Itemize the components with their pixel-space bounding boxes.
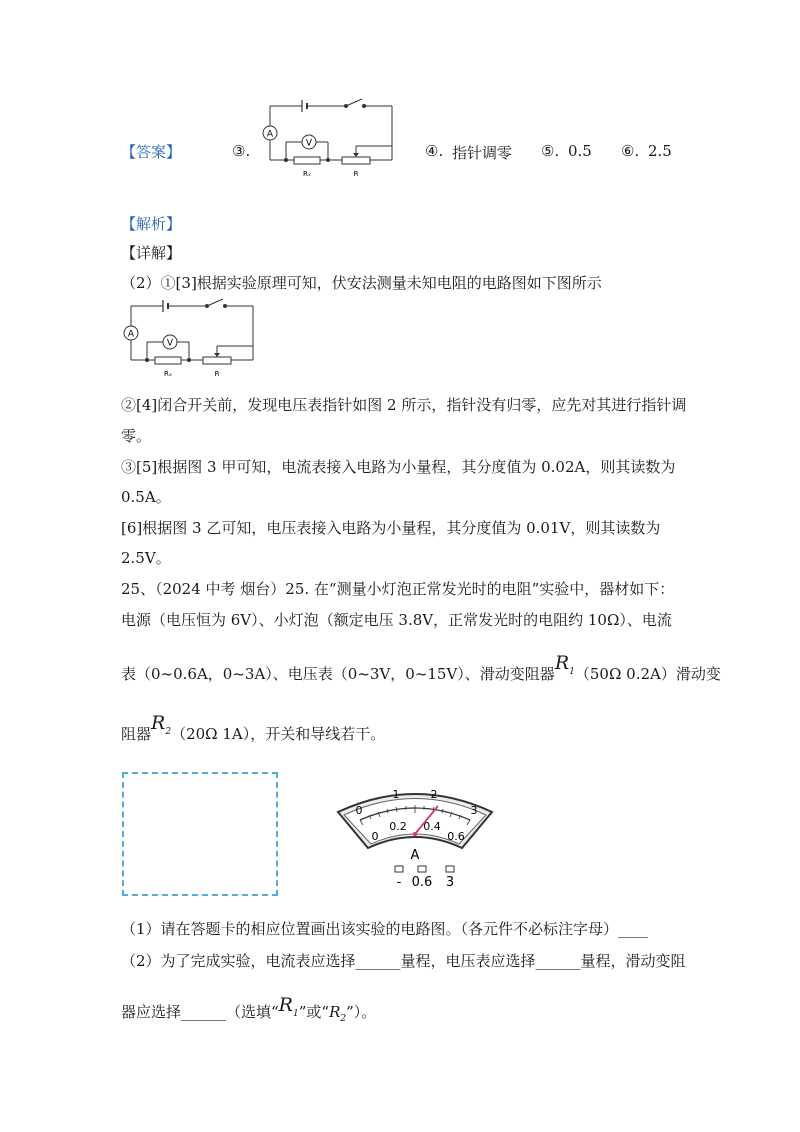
- ammeter-dial: [330, 762, 500, 902]
- inner-scale-0: 0: [371, 830, 379, 843]
- answer-item-6: ⑥.: [621, 142, 640, 160]
- answer-item-5: ⑤.: [541, 142, 560, 160]
- question-line-4a: 阻器: [121, 725, 152, 743]
- rheostat-label: R: [353, 170, 359, 178]
- detail-label: 【详解】: [121, 244, 182, 262]
- outer-scale-0: 0: [355, 804, 363, 817]
- inner-scale-3: 0.6: [447, 830, 465, 843]
- analysis-line-2: ②[4]闭合开关前，发现电压表指针如图 2 所示，指针没有归零，应先对其进行指针调: [121, 396, 687, 414]
- question-line-3: [121, 652, 721, 687]
- sub-question-3a: 器应选择______（选填“: [121, 1003, 279, 1021]
- rheostat-label: R: [214, 370, 220, 378]
- r2-symbol: $R_2$: [151, 712, 172, 737]
- ammeter-symbol: A: [266, 129, 274, 140]
- answer-circuit-diagram: [258, 98, 408, 180]
- question-line-3a: 表（0~0.6A，0~3A）、电压表（0~3V，0~15V）、滑动变阻器: [121, 665, 555, 683]
- answer-item-4-text: 指针调零: [452, 144, 513, 162]
- question-line-2: 电源（电压恒为 6V）、小灯泡（额定电压 3.8V，正常发光时的电阻约 10Ω）、电流: [121, 611, 672, 629]
- terminal-0-6: 0.6: [411, 875, 433, 890]
- analysis-line-6: [6]根据图 3 乙可知，电压表接入电路为小量程，其分度值为 0.01V，则其读数为: [121, 519, 661, 537]
- answer-item-4: ④.: [425, 142, 444, 160]
- outer-scale-2: 2: [430, 788, 438, 801]
- sub-question-3: [121, 994, 377, 1025]
- sub-question-1: （1）请在答题卡的相应位置画出该实验的电路图。（各元件不必标注字母）____: [121, 920, 649, 938]
- answer-item-5-value: 0.5: [568, 142, 592, 160]
- r1-option: $R_1$: [278, 994, 299, 1019]
- sub-question-3b: ”或“: [298, 1003, 330, 1021]
- analysis-line-3: 零。: [121, 427, 152, 445]
- inner-scale-1: 0.2: [389, 820, 407, 833]
- r1-symbol: $R_1$: [554, 652, 575, 677]
- voltmeter-symbol: V: [166, 338, 174, 349]
- question-line-4b: （20Ω 1A），开关和导线若干。: [171, 725, 386, 743]
- outer-scale-1: 1: [392, 788, 400, 801]
- analysis-line-4: ③[5]根据图 3 甲可知，电流表接入电路为小量程，其分度值为 0.02A，则其读数为: [121, 458, 676, 476]
- analysis-circuit-diagram: [119, 298, 269, 380]
- meter-unit: A: [410, 848, 420, 863]
- circuit-answer-box: [122, 772, 278, 896]
- outer-scale-3: 3: [470, 804, 478, 817]
- terminal-3: 3: [445, 875, 455, 890]
- analysis-label: 【解析】: [121, 215, 182, 233]
- question-line-3b: （50Ω 0.2A）滑动变: [574, 665, 721, 683]
- resistor-rx-label: Rₓ: [164, 370, 172, 378]
- question-line-4: [121, 712, 386, 747]
- terminal-negative: -: [396, 875, 402, 890]
- resistor-rx-label: Rₓ: [303, 170, 311, 178]
- question-line-1: 25、（2024 中考 烟台）25. 在“测量小灯泡正常发光时的电阻”实验中，器材如下：: [121, 580, 675, 598]
- r2-option: $R_2$: [329, 1003, 347, 1024]
- answer-item-6-value: 2.5: [648, 142, 672, 160]
- voltmeter-symbol: V: [305, 138, 313, 149]
- analysis-line-1: （2）①[3]根据实验原理可知，伏安法测量未知电阻的电路图如下图所示: [121, 274, 602, 292]
- sub-question-3c: ”）。: [346, 1003, 377, 1021]
- answer-item-3: ③.: [232, 142, 251, 160]
- inner-scale-2: 0.4: [423, 820, 441, 833]
- analysis-line-5: 0.5A。: [121, 488, 171, 506]
- sub-question-2: （2）为了完成实验，电流表应选择______量程，电压表应选择______量程，滑动变阻: [121, 952, 686, 970]
- analysis-line-7: 2.5V。: [121, 549, 171, 567]
- ammeter-symbol: A: [127, 329, 135, 340]
- answer-label: 【答案】: [121, 143, 182, 161]
